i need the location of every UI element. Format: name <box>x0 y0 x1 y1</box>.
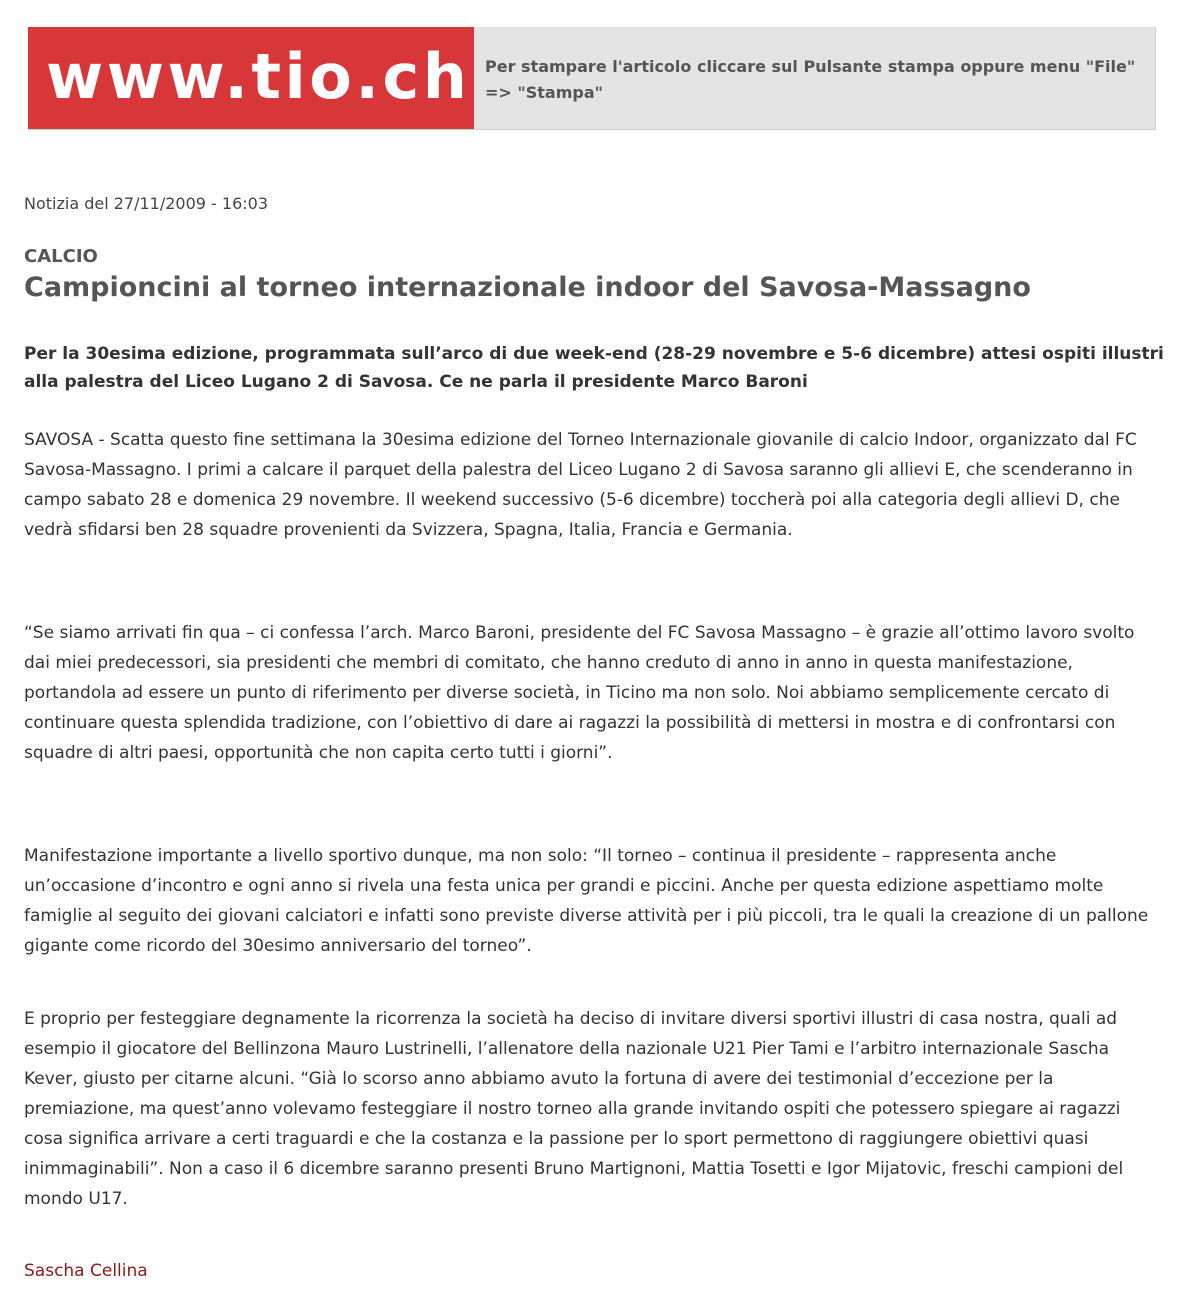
article-category: CALCIO <box>24 246 98 267</box>
article-dateline: Notizia del 27/11/2009 - 16:03 <box>24 194 269 213</box>
article-paragraph-4: E proprio per festeggiare degnamente la ricorrenza la società ha deciso di invitare diversi sportivi illustri di casa nostra, quali ad esempio il giocatore del Bellinzona Mauro Lustrinelli, l’allenatore della nazionale U21 Pier Tami e l’arbitro internazionale Sascha Kever, giusto per citarne alcuni. “Già lo scorso anno abbiamo avuto la fortuna di avere dei testimonial d’eccezione per la premiazione, ma quest’anno volevamo festeggiare il nostro torneo alla grande invitando ospiti che potessero spiegare ai ragazzi cosa significa arrivare a certi traguardi e che la costanza e la passione per lo sport permettono di raggiungere obiettivi quasi inimmaginabili”. Non a caso il 6 dicembre saranno presenti Bruno Martignoni, Mattia Tosetti e Igor Mijatovic, freschi campioni del mondo U17. <box>24 1009 1124 1209</box>
article-author: Sascha Cellina <box>24 1261 148 1281</box>
tio-logo[interactable] <box>28 27 474 129</box>
print-instructions: Per stampare l'articolo cliccare sul Pulsante stampa oppure menu "File" => "Stampa" <box>485 57 1136 102</box>
article-headline: Campioncini al torneo internazionale indoor del Savosa-Massagno <box>24 272 1031 303</box>
article-lead: Per la 30esima edizione, programmata sull’arco di due week-end (28-29 novembre e 5-6 dicembre) attesi ospiti illustri alla palestra del Liceo Lugano 2 di Savosa. Ce ne parla il presidente Marco Baroni <box>24 344 1164 392</box>
site-header <box>28 27 1156 130</box>
article-paragraph-1: SAVOSA - Scatta questo fine settimana la 30esima edizione del Torneo Internazionale giovanile di calcio Indoor, organizzato dal FC Savosa-Massagno. I primi a calcare il parquet della palestra del Liceo Lugano 2 di Savosa saranno gli allievi E, che scenderanno in campo sabato 28 e domenica 29 novembre. Il weekend successivo (5-6 dicembre) toccherà poi alla categoria degli allievi D, che vedrà sfidarsi ben 28 squadre provenienti da Svizzera, Spagna, Italia, Francia e Germania. <box>24 430 1137 540</box>
article-paragraph-2: “Se siamo arrivati fin qua – ci confessa l’arch. Marco Baroni, presidente del FC Savosa Massagno – è grazie all’ottimo lavoro svolto dai miei predecessori, sia presidenti che membri di comitato, che hanno creduto di anno in anno in questa manifestazione, portandola ad essere un punto di riferimento per diverse società, in Ticino ma non solo. Noi abbiamo semplicemente cercato di continuare questa splendida tradizione, con l’obiettivo di dare ai ragazzi la possibilità di mettersi in mostra e di confrontarsi con squadre di altri paesi, opportunità che non capita certo tutti i giorni”. <box>24 623 1135 763</box>
article-paragraph-3: Manifestazione importante a livello sportivo dunque, ma non solo: “Il torneo – continua il presidente – rappresenta anche un’occasione d’incontro e ogni anno si rivela una festa unica per grandi e piccini. Anche per questa edizione aspettiamo molte famiglie al seguito dei giovani calciatori e infatti sono previste diverse attività per i più piccoli, tra le quali la creazione di un pallone gigante come ricordo del 30esimo anniversario del torneo”. <box>24 846 1149 956</box>
logo-text: www.tio.ch <box>46 40 471 113</box>
